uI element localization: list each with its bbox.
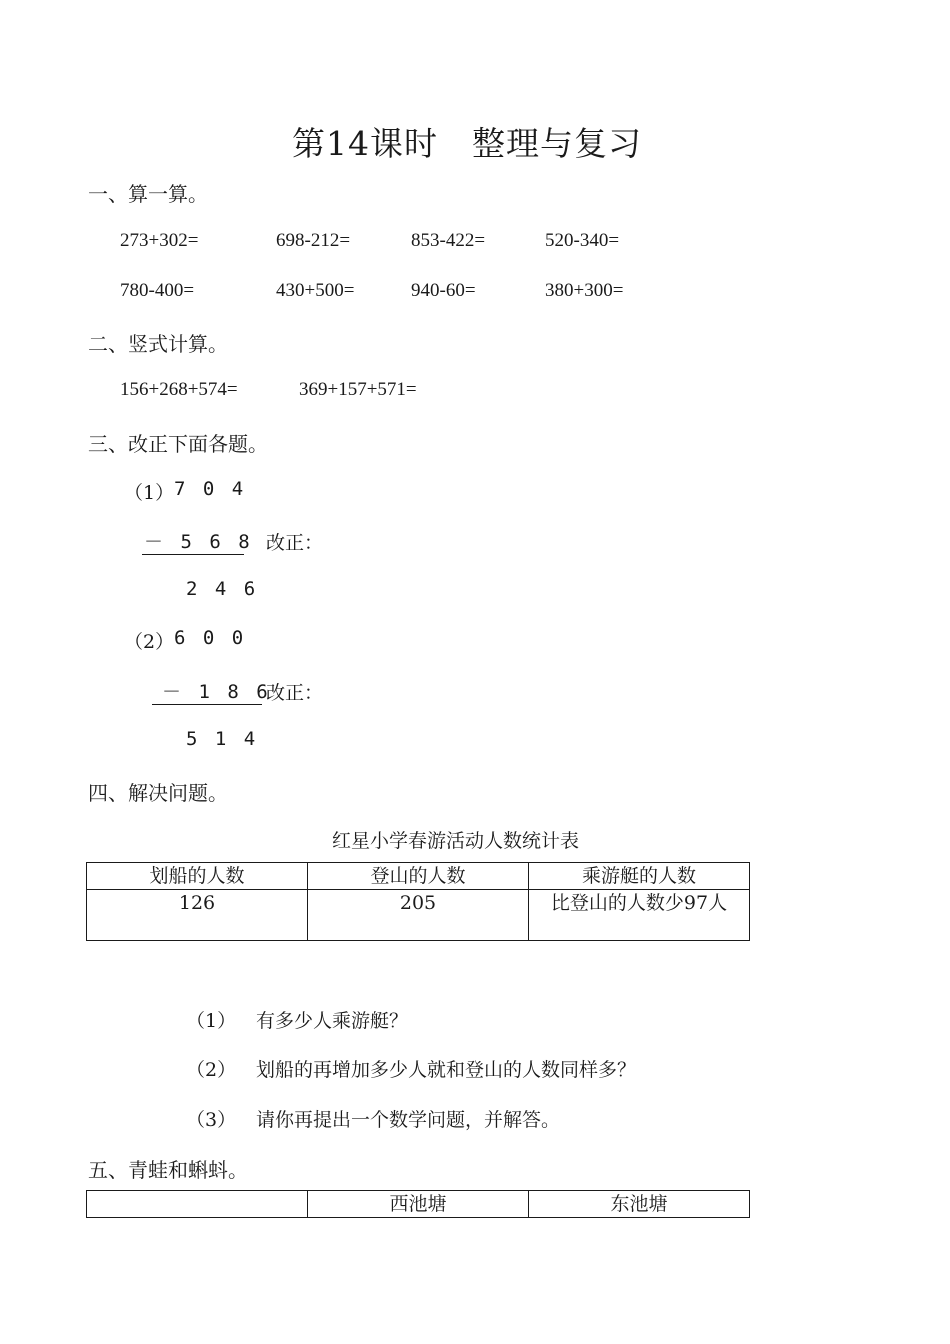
problem-2-label: （2） xyxy=(124,631,175,653)
question-1-number: （1） xyxy=(186,1010,237,1032)
question-3-text: 请你再提出一个数学问题，并解答。 xyxy=(256,1109,561,1131)
table-header-row xyxy=(87,1191,750,1218)
arith-problem: 853-422= xyxy=(411,230,486,251)
problem-1-minuend: 7 0 4 xyxy=(174,478,247,500)
table-header-cell: 划船的人数 xyxy=(87,863,308,890)
arith-problem: 273+302= xyxy=(120,230,199,251)
question-2-number: （2） xyxy=(186,1059,237,1081)
table-cell: 126 xyxy=(87,890,308,941)
section-3-heading: 三、改正下面各题。 xyxy=(88,432,268,456)
problem-2-correction-label: 改正： xyxy=(266,682,324,704)
section-2-heading: 二、竖式计算。 xyxy=(88,332,228,356)
vertical-calc-problem: 156+268+574= xyxy=(120,379,238,400)
problem-1-label: （1） xyxy=(124,482,175,504)
table-header-cell: 登山的人数 xyxy=(308,863,529,890)
problem-2-subtrahend: － 1 8 6 xyxy=(152,677,262,705)
arith-problem: 520-340= xyxy=(545,230,620,251)
arith-problem: 380+300= xyxy=(545,280,624,301)
frog-tadpole-table xyxy=(86,1190,750,1218)
problem-2-minuend: 6 0 0 xyxy=(174,627,247,649)
table-row xyxy=(87,890,750,941)
arith-problem: 780-400= xyxy=(120,280,195,301)
table-header-cell: 东池塘 xyxy=(529,1191,750,1218)
problem-1-subtrahend: － 5 6 8 xyxy=(142,527,244,555)
problem-2-result: 5 1 4 xyxy=(186,728,259,750)
table-header-cell: 西池塘 xyxy=(308,1191,529,1218)
spring-trip-table xyxy=(86,862,750,941)
arith-problem: 940-60= xyxy=(411,280,476,301)
vertical-calc-problem: 369+157+571= xyxy=(299,379,417,400)
arith-problem: 698-212= xyxy=(276,230,351,251)
section-4-heading: 四、解决问题。 xyxy=(88,781,228,805)
section-5-heading: 五、青蛙和蝌蚪。 xyxy=(88,1158,248,1182)
table-header-row xyxy=(87,863,750,890)
section-1-heading: 一、算一算。 xyxy=(88,182,208,206)
table-cell: 205 xyxy=(308,890,529,941)
question-3-number: （3） xyxy=(186,1109,237,1131)
question-2-text: 划船的再增加多少人就和登山的人数同样多？ xyxy=(256,1059,637,1081)
question-1-text: 有多少人乘游艇？ xyxy=(256,1010,409,1032)
problem-1-correction-label: 改正： xyxy=(266,532,324,554)
problem-1-result: 2 4 6 xyxy=(186,578,259,600)
arith-problem: 430+500= xyxy=(276,280,355,301)
table-title: 红星小学春游活动人数统计表 xyxy=(332,830,580,852)
table-header-cell xyxy=(87,1191,308,1218)
table-cell: 比登山的人数少97人 xyxy=(529,890,750,941)
table-header-cell: 乘游艇的人数 xyxy=(529,863,750,890)
page-title: 第14课时 整理与复习 xyxy=(292,124,642,163)
